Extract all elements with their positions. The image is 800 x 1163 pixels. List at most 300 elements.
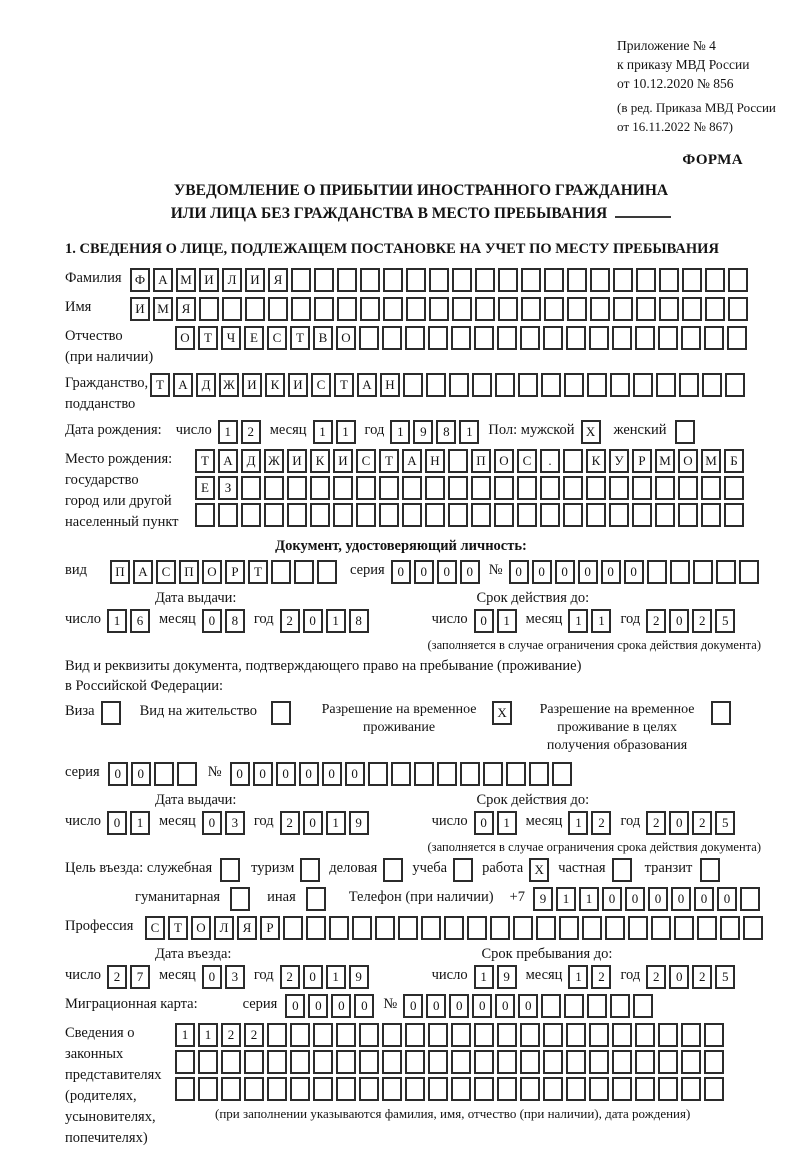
char-cell[interactable]: [497, 326, 517, 350]
char-cell[interactable]: К: [586, 449, 606, 473]
char-cell[interactable]: [702, 373, 722, 397]
char-cell[interactable]: [670, 560, 690, 584]
char-cell[interactable]: 0: [299, 762, 319, 786]
char-cell[interactable]: [566, 1023, 586, 1047]
purpose-business-checkbox[interactable]: [383, 858, 406, 882]
char-cell[interactable]: 8: [349, 609, 369, 633]
char-cell[interactable]: 2: [244, 1023, 264, 1047]
char-cell[interactable]: 0: [474, 811, 494, 835]
char-cell[interactable]: 0: [322, 762, 342, 786]
char-cell[interactable]: [444, 916, 464, 940]
purpose-official-checkbox[interactable]: [220, 858, 243, 882]
char-cell[interactable]: 3: [225, 811, 245, 835]
char-cell[interactable]: [313, 1023, 333, 1047]
purpose-work-checkbox[interactable]: [529, 858, 552, 882]
char-cell[interactable]: 0: [518, 994, 538, 1018]
char-cell[interactable]: [271, 560, 291, 584]
doc-type-cells[interactable]: [110, 560, 340, 584]
char-cell[interactable]: [218, 503, 238, 527]
char-cell[interactable]: [701, 503, 721, 527]
char-cell[interactable]: [356, 476, 376, 500]
char-cell[interactable]: Р: [632, 449, 652, 473]
char-cell[interactable]: 0: [391, 560, 411, 584]
char-cell[interactable]: Ч: [221, 326, 241, 350]
char-cell[interactable]: [582, 916, 602, 940]
char-cell[interactable]: [564, 994, 584, 1018]
char-cell[interactable]: [314, 297, 334, 321]
char-cell[interactable]: С: [267, 326, 287, 350]
char-cell[interactable]: Л: [214, 916, 234, 940]
char-cell[interactable]: [425, 503, 445, 527]
char-cell[interactable]: [290, 1077, 310, 1101]
char-cell[interactable]: [541, 994, 561, 1018]
char-cell[interactable]: 0: [108, 762, 128, 786]
char-cell[interactable]: [474, 1077, 494, 1101]
char-cell[interactable]: 0: [578, 560, 598, 584]
char-cell[interactable]: А: [153, 268, 173, 292]
char-cell[interactable]: [704, 1077, 724, 1101]
char-cell[interactable]: М: [176, 268, 196, 292]
char-cell[interactable]: Е: [195, 476, 215, 500]
doc-series-cells[interactable]: [391, 560, 483, 584]
char-cell[interactable]: [651, 916, 671, 940]
char-cell[interactable]: 9: [413, 420, 433, 444]
surname-cells[interactable]: [130, 268, 751, 292]
char-cell[interactable]: [612, 858, 632, 882]
char-cell[interactable]: 1: [313, 420, 333, 444]
guardians-cells-1[interactable]: [175, 1023, 727, 1047]
char-cell[interactable]: [543, 326, 563, 350]
char-cell[interactable]: [659, 268, 679, 292]
doc-issue-year-cells[interactable]: [280, 609, 372, 633]
char-cell[interactable]: И: [333, 449, 353, 473]
char-cell[interactable]: [198, 1050, 218, 1074]
char-cell[interactable]: [740, 887, 760, 911]
char-cell[interactable]: [497, 1050, 517, 1074]
char-cell[interactable]: 0: [345, 762, 365, 786]
char-cell[interactable]: [700, 858, 720, 882]
char-cell[interactable]: 1: [568, 609, 588, 633]
char-cell[interactable]: Н: [380, 373, 400, 397]
char-cell[interactable]: [520, 1050, 540, 1074]
char-cell[interactable]: [724, 476, 744, 500]
permit-number-cells[interactable]: [230, 762, 575, 786]
doc-issue-day-cells[interactable]: [107, 609, 153, 633]
char-cell[interactable]: 0: [694, 887, 714, 911]
citizenship-cells[interactable]: [150, 373, 748, 397]
char-cell[interactable]: [681, 1023, 701, 1047]
char-cell[interactable]: [513, 916, 533, 940]
char-cell[interactable]: [101, 701, 121, 725]
char-cell[interactable]: 2: [280, 965, 300, 989]
char-cell[interactable]: [391, 762, 411, 786]
char-cell[interactable]: О: [175, 326, 195, 350]
char-cell[interactable]: [154, 762, 174, 786]
char-cell[interactable]: 2: [692, 965, 712, 989]
char-cell[interactable]: [230, 887, 250, 911]
char-cell[interactable]: 0: [624, 560, 644, 584]
char-cell[interactable]: [658, 326, 678, 350]
char-cell[interactable]: 0: [426, 994, 446, 1018]
char-cell[interactable]: [448, 449, 468, 473]
char-cell[interactable]: А: [173, 373, 193, 397]
char-cell[interactable]: 0: [532, 560, 552, 584]
char-cell[interactable]: [483, 762, 503, 786]
char-cell[interactable]: [498, 268, 518, 292]
char-cell[interactable]: [656, 373, 676, 397]
char-cell[interactable]: [559, 916, 579, 940]
char-cell[interactable]: 0: [303, 965, 323, 989]
char-cell[interactable]: С: [145, 916, 165, 940]
char-cell[interactable]: [402, 476, 422, 500]
char-cell[interactable]: [520, 1077, 540, 1101]
char-cell[interactable]: [428, 1077, 448, 1101]
char-cell[interactable]: 2: [692, 811, 712, 835]
char-cell[interactable]: [300, 858, 320, 882]
char-cell[interactable]: Д: [196, 373, 216, 397]
char-cell[interactable]: Я: [176, 297, 196, 321]
char-cell[interactable]: [368, 762, 388, 786]
permit-issue-month-cells[interactable]: [202, 811, 248, 835]
char-cell[interactable]: [725, 373, 745, 397]
char-cell[interactable]: [359, 1050, 379, 1074]
char-cell[interactable]: [728, 268, 748, 292]
char-cell[interactable]: 0: [472, 994, 492, 1018]
char-cell[interactable]: [451, 1023, 471, 1047]
char-cell[interactable]: 0: [669, 965, 689, 989]
char-cell[interactable]: [497, 1023, 517, 1047]
char-cell[interactable]: 7: [130, 965, 150, 989]
char-cell[interactable]: Т: [334, 373, 354, 397]
char-cell[interactable]: [705, 297, 725, 321]
purpose-humanitarian-checkbox[interactable]: [230, 887, 253, 911]
char-cell[interactable]: [529, 762, 549, 786]
stay-year-cells[interactable]: [646, 965, 738, 989]
char-cell[interactable]: 2: [591, 811, 611, 835]
residence-permit-checkbox[interactable]: [271, 701, 294, 725]
char-cell[interactable]: [681, 1077, 701, 1101]
char-cell[interactable]: С: [356, 449, 376, 473]
char-cell[interactable]: [382, 1077, 402, 1101]
char-cell[interactable]: [701, 476, 721, 500]
char-cell[interactable]: [635, 1050, 655, 1074]
doc-number-cells[interactable]: [509, 560, 762, 584]
char-cell[interactable]: [271, 701, 291, 725]
char-cell[interactable]: А: [402, 449, 422, 473]
char-cell[interactable]: 1: [556, 887, 576, 911]
char-cell[interactable]: 0: [669, 609, 689, 633]
char-cell[interactable]: [375, 916, 395, 940]
char-cell[interactable]: [287, 503, 307, 527]
char-cell[interactable]: [720, 916, 740, 940]
char-cell[interactable]: 1: [198, 1023, 218, 1047]
char-cell[interactable]: [222, 297, 242, 321]
char-cell[interactable]: [612, 1077, 632, 1101]
char-cell[interactable]: [451, 326, 471, 350]
char-cell[interactable]: [609, 476, 629, 500]
char-cell[interactable]: [704, 1023, 724, 1047]
char-cell[interactable]: [605, 916, 625, 940]
purpose-other-checkbox[interactable]: [306, 887, 329, 911]
char-cell[interactable]: 0: [460, 560, 480, 584]
char-cell[interactable]: 6: [130, 609, 150, 633]
char-cell[interactable]: О: [202, 560, 222, 584]
char-cell[interactable]: [678, 503, 698, 527]
char-cell[interactable]: [658, 1023, 678, 1047]
char-cell[interactable]: [475, 297, 495, 321]
char-cell[interactable]: [587, 373, 607, 397]
char-cell[interactable]: [659, 297, 679, 321]
permit-valid-month-cells[interactable]: [568, 811, 614, 835]
doc-issue-month-cells[interactable]: [202, 609, 248, 633]
char-cell[interactable]: 0: [303, 811, 323, 835]
char-cell[interactable]: [552, 762, 572, 786]
char-cell[interactable]: А: [133, 560, 153, 584]
char-cell[interactable]: 5: [715, 609, 735, 633]
permit-issue-year-cells[interactable]: [280, 811, 372, 835]
char-cell[interactable]: [609, 503, 629, 527]
char-cell[interactable]: Д: [241, 449, 261, 473]
char-cell[interactable]: [490, 916, 510, 940]
char-cell[interactable]: Т: [379, 449, 399, 473]
char-cell[interactable]: [241, 476, 261, 500]
mig-series-cells[interactable]: [285, 994, 377, 1018]
phone-cells[interactable]: [533, 887, 763, 911]
char-cell[interactable]: 1: [218, 420, 238, 444]
char-cell[interactable]: [543, 1023, 563, 1047]
char-cell[interactable]: 0: [230, 762, 250, 786]
char-cell[interactable]: [426, 373, 446, 397]
char-cell[interactable]: 0: [253, 762, 273, 786]
char-cell[interactable]: [383, 268, 403, 292]
char-cell[interactable]: [520, 1023, 540, 1047]
char-cell[interactable]: 0: [131, 762, 151, 786]
char-cell[interactable]: [610, 994, 630, 1018]
char-cell[interactable]: [635, 1023, 655, 1047]
char-cell[interactable]: [711, 701, 731, 725]
stay-month-cells[interactable]: [568, 965, 614, 989]
char-cell[interactable]: [382, 1050, 402, 1074]
char-cell[interactable]: С: [517, 449, 537, 473]
char-cell[interactable]: [724, 503, 744, 527]
char-cell[interactable]: П: [179, 560, 199, 584]
char-cell[interactable]: 0: [303, 609, 323, 633]
char-cell[interactable]: С: [311, 373, 331, 397]
char-cell[interactable]: [448, 476, 468, 500]
char-cell[interactable]: 0: [509, 560, 529, 584]
char-cell[interactable]: [310, 476, 330, 500]
char-cell[interactable]: [336, 1077, 356, 1101]
char-cell[interactable]: [679, 373, 699, 397]
char-cell[interactable]: Е: [244, 326, 264, 350]
permit-valid-year-cells[interactable]: [646, 811, 738, 835]
char-cell[interactable]: 2: [646, 811, 666, 835]
char-cell[interactable]: 5: [715, 811, 735, 835]
char-cell[interactable]: А: [218, 449, 238, 473]
char-cell[interactable]: [383, 297, 403, 321]
sex-male-checkbox[interactable]: [581, 420, 604, 444]
char-cell[interactable]: 0: [671, 887, 691, 911]
char-cell[interactable]: [175, 1077, 195, 1101]
char-cell[interactable]: [337, 297, 357, 321]
char-cell[interactable]: [681, 326, 701, 350]
char-cell[interactable]: [693, 560, 713, 584]
char-cell[interactable]: [658, 1077, 678, 1101]
char-cell[interactable]: [267, 1050, 287, 1074]
char-cell[interactable]: [498, 297, 518, 321]
char-cell[interactable]: Я: [268, 268, 288, 292]
char-cell[interactable]: 1: [336, 420, 356, 444]
char-cell[interactable]: [540, 476, 560, 500]
char-cell[interactable]: 0: [285, 994, 305, 1018]
char-cell[interactable]: [428, 1050, 448, 1074]
char-cell[interactable]: [360, 297, 380, 321]
char-cell[interactable]: [429, 297, 449, 321]
char-cell[interactable]: [655, 476, 675, 500]
char-cell[interactable]: [267, 1077, 287, 1101]
char-cell[interactable]: Т: [198, 326, 218, 350]
char-cell[interactable]: [543, 1077, 563, 1101]
char-cell[interactable]: 0: [276, 762, 296, 786]
char-cell[interactable]: [675, 420, 695, 444]
char-cell[interactable]: Р: [260, 916, 280, 940]
char-cell[interactable]: [414, 762, 434, 786]
char-cell[interactable]: [566, 1050, 586, 1074]
char-cell[interactable]: [613, 297, 633, 321]
char-cell[interactable]: 0: [202, 811, 222, 835]
given-name-cells[interactable]: [130, 297, 751, 321]
char-cell[interactable]: М: [701, 449, 721, 473]
char-cell[interactable]: [382, 326, 402, 350]
char-cell[interactable]: [264, 476, 284, 500]
char-cell[interactable]: [635, 326, 655, 350]
char-cell[interactable]: [472, 373, 492, 397]
mig-number-cells[interactable]: [403, 994, 656, 1018]
char-cell[interactable]: И: [288, 373, 308, 397]
char-cell[interactable]: 9: [533, 887, 553, 911]
permit-issue-day-cells[interactable]: [107, 811, 153, 835]
entry-year-cells[interactable]: [280, 965, 372, 989]
char-cell[interactable]: [359, 1077, 379, 1101]
char-cell[interactable]: [474, 1023, 494, 1047]
char-cell[interactable]: [635, 1077, 655, 1101]
char-cell[interactable]: [264, 503, 284, 527]
char-cell[interactable]: [674, 916, 694, 940]
char-cell[interactable]: [475, 268, 495, 292]
char-cell[interactable]: 1: [459, 420, 479, 444]
char-cell[interactable]: 0: [602, 887, 622, 911]
char-cell[interactable]: 1: [390, 420, 410, 444]
char-cell[interactable]: 0: [601, 560, 621, 584]
char-cell[interactable]: [589, 326, 609, 350]
char-cell[interactable]: И: [245, 268, 265, 292]
visa-checkbox[interactable]: [101, 701, 124, 725]
char-cell[interactable]: [333, 503, 353, 527]
char-cell[interactable]: [727, 326, 747, 350]
doc-valid-year-cells[interactable]: [646, 609, 738, 633]
char-cell[interactable]: [268, 297, 288, 321]
char-cell[interactable]: А: [357, 373, 377, 397]
char-cell[interactable]: [313, 1050, 333, 1074]
char-cell[interactable]: [405, 1077, 425, 1101]
char-cell[interactable]: И: [199, 268, 219, 292]
char-cell[interactable]: [448, 503, 468, 527]
char-cell[interactable]: 1: [107, 609, 127, 633]
char-cell[interactable]: [336, 1050, 356, 1074]
char-cell[interactable]: [383, 858, 403, 882]
char-cell[interactable]: [612, 326, 632, 350]
char-cell[interactable]: [612, 1023, 632, 1047]
char-cell[interactable]: [544, 297, 564, 321]
char-cell[interactable]: 9: [349, 811, 369, 835]
char-cell[interactable]: [175, 1050, 195, 1074]
guardians-cells-2[interactable]: [175, 1050, 727, 1074]
char-cell[interactable]: [682, 297, 702, 321]
char-cell[interactable]: [221, 1077, 241, 1101]
birth-day-cells[interactable]: [218, 420, 264, 444]
char-cell[interactable]: К: [310, 449, 330, 473]
char-cell[interactable]: [467, 916, 487, 940]
char-cell[interactable]: [283, 916, 303, 940]
char-cell[interactable]: [587, 994, 607, 1018]
char-cell[interactable]: Б: [724, 449, 744, 473]
char-cell[interactable]: [567, 297, 587, 321]
char-cell[interactable]: [681, 1050, 701, 1074]
char-cell[interactable]: [613, 268, 633, 292]
char-cell[interactable]: [451, 1050, 471, 1074]
char-cell[interactable]: 2: [591, 965, 611, 989]
char-cell[interactable]: 0: [308, 994, 328, 1018]
char-cell[interactable]: [705, 268, 725, 292]
char-cell[interactable]: [564, 373, 584, 397]
char-cell[interactable]: [716, 560, 736, 584]
char-cell[interactable]: [655, 503, 675, 527]
char-cell[interactable]: 0: [202, 965, 222, 989]
char-cell[interactable]: 0: [717, 887, 737, 911]
char-cell[interactable]: [563, 503, 583, 527]
sex-female-checkbox[interactable]: [675, 420, 698, 444]
char-cell[interactable]: [589, 1050, 609, 1074]
char-cell[interactable]: [632, 476, 652, 500]
char-cell[interactable]: [198, 1077, 218, 1101]
char-cell[interactable]: [728, 297, 748, 321]
char-cell[interactable]: 1: [497, 811, 517, 835]
char-cell[interactable]: Т: [290, 326, 310, 350]
char-cell[interactable]: [359, 326, 379, 350]
char-cell[interactable]: [495, 373, 515, 397]
char-cell[interactable]: [567, 268, 587, 292]
char-cell[interactable]: [425, 476, 445, 500]
char-cell[interactable]: С: [156, 560, 176, 584]
char-cell[interactable]: [494, 476, 514, 500]
char-cell[interactable]: [704, 1050, 724, 1074]
char-cell[interactable]: И: [242, 373, 262, 397]
char-cell[interactable]: [589, 1023, 609, 1047]
char-cell[interactable]: О: [191, 916, 211, 940]
char-cell[interactable]: [610, 373, 630, 397]
char-cell[interactable]: [310, 503, 330, 527]
birth-place-cells-1[interactable]: [195, 449, 747, 473]
char-cell[interactable]: 1: [326, 965, 346, 989]
char-cell[interactable]: [405, 1023, 425, 1047]
char-cell[interactable]: [220, 858, 240, 882]
char-cell[interactable]: [586, 503, 606, 527]
char-cell[interactable]: [589, 1077, 609, 1101]
char-cell[interactable]: 1: [175, 1023, 195, 1047]
char-cell[interactable]: [177, 762, 197, 786]
char-cell[interactable]: [329, 916, 349, 940]
char-cell[interactable]: Т: [195, 449, 215, 473]
